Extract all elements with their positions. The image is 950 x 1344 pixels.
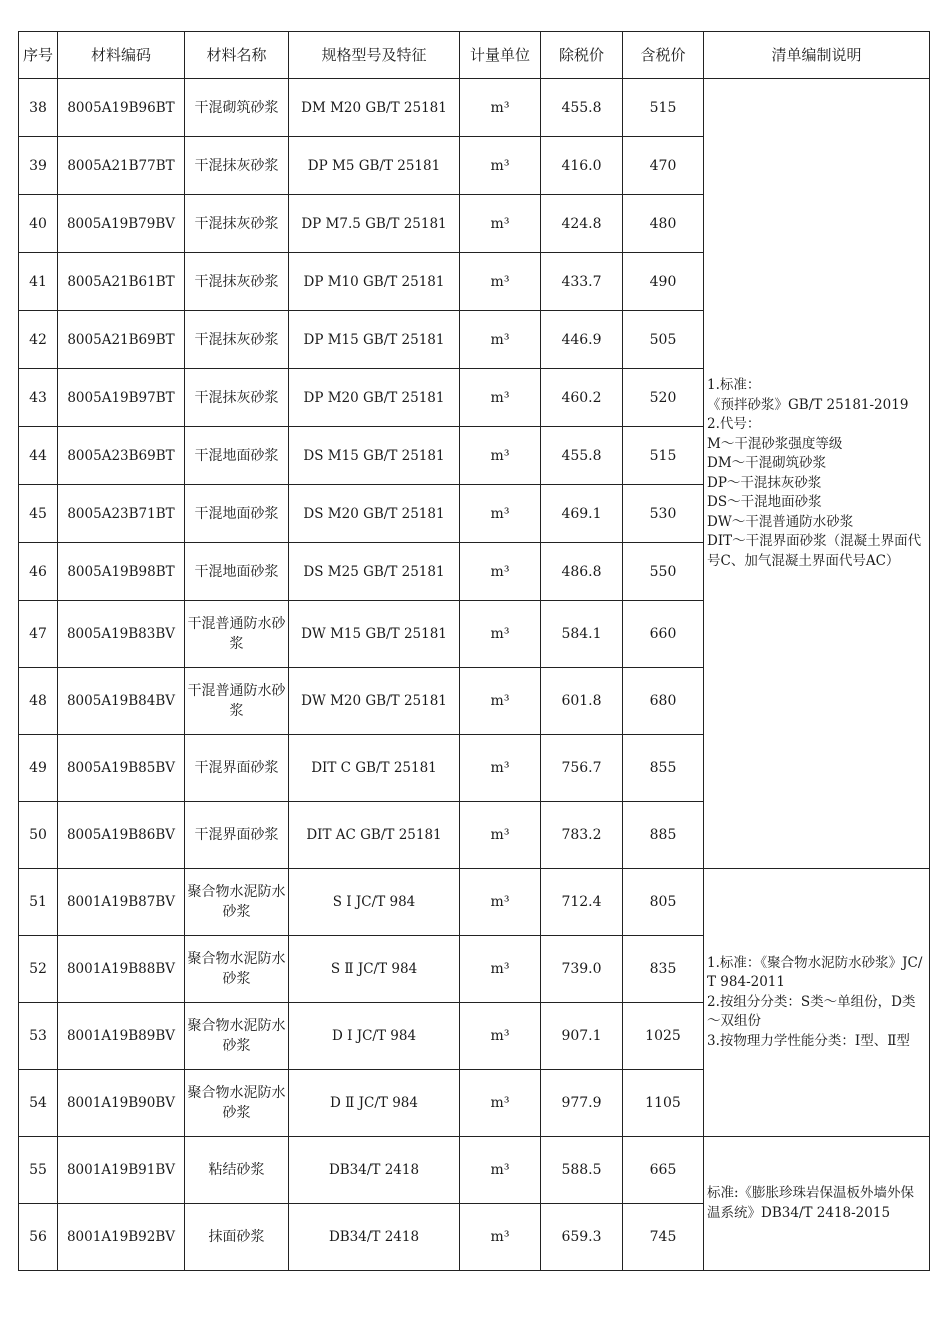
cell-seq: 38 [19, 79, 58, 137]
cell-spec: DS M20 GB/T 25181 [289, 485, 460, 543]
cell-price-ex-tax: 455.8 [541, 79, 623, 137]
cell-unit: m³ [460, 427, 541, 485]
cell-code: 8005A19B85BV [58, 735, 185, 802]
cell-price-ex-tax: 446.9 [541, 311, 623, 369]
cell-unit: m³ [460, 79, 541, 137]
material-price-table [18, 31, 930, 1271]
cell-price-inc-tax: 680 [623, 668, 704, 735]
cell-unit: m³ [460, 1070, 541, 1137]
cell-price-inc-tax: 660 [623, 601, 704, 668]
cell-price-inc-tax: 530 [623, 485, 704, 543]
header-name: 材料名称 [185, 32, 289, 79]
cell-spec: DB34/T 2418 [289, 1137, 460, 1204]
cell-seq: 48 [19, 668, 58, 735]
cell-name: 干混抹灰砂浆 [185, 253, 289, 311]
cell-spec: DIT AC GB/T 25181 [289, 802, 460, 869]
cell-spec: DP M7.5 GB/T 25181 [289, 195, 460, 253]
cell-unit: m³ [460, 869, 541, 936]
cell-spec: DP M10 GB/T 25181 [289, 253, 460, 311]
cell-price-ex-tax: 907.1 [541, 1003, 623, 1070]
cell-code: 8001A19B91BV [58, 1137, 185, 1204]
cell-unit: m³ [460, 802, 541, 869]
cell-name: 干混界面砂浆 [185, 802, 289, 869]
cell-price-inc-tax: 505 [623, 311, 704, 369]
cell-spec: DS M25 GB/T 25181 [289, 543, 460, 601]
cell-code: 8005A21B69BT [58, 311, 185, 369]
header-code: 材料编码 [58, 32, 185, 79]
cell-code: 8001A19B88BV [58, 936, 185, 1003]
table-header-row [19, 32, 930, 79]
cell-code: 8005A19B98BT [58, 543, 185, 601]
cell-code: 8001A19B87BV [58, 869, 185, 936]
cell-name: 干混抹灰砂浆 [185, 369, 289, 427]
cell-price-ex-tax: 659.3 [541, 1204, 623, 1271]
header-price-inc-tax: 含税价 [623, 32, 704, 79]
cell-price-ex-tax: 601.8 [541, 668, 623, 735]
cell-seq: 46 [19, 543, 58, 601]
cell-price-inc-tax: 490 [623, 253, 704, 311]
cell-price-inc-tax: 520 [623, 369, 704, 427]
cell-spec: DW M20 GB/T 25181 [289, 668, 460, 735]
cell-unit: m³ [460, 735, 541, 802]
cell-seq: 49 [19, 735, 58, 802]
cell-price-ex-tax: 486.8 [541, 543, 623, 601]
cell-unit: m³ [460, 936, 541, 1003]
cell-unit: m³ [460, 543, 541, 601]
cell-name: 干混普通防水砂浆 [185, 668, 289, 735]
cell-code: 8001A19B90BV [58, 1070, 185, 1137]
cell-code: 8005A23B69BT [58, 427, 185, 485]
cell-remark: 1.标准：《聚合物水泥防水砂浆》JC/T 984-2011 2.按组分分类：S类～单组份，D类～双组份 3.按物理力学性能分类：Ⅰ型、Ⅱ型 [704, 869, 930, 1137]
header-price-ex-tax: 除税价 [541, 32, 623, 79]
cell-price-ex-tax: 712.4 [541, 869, 623, 936]
cell-name: 抹面砂浆 [185, 1204, 289, 1271]
cell-seq: 41 [19, 253, 58, 311]
cell-name: 干混普通防水砂浆 [185, 601, 289, 668]
cell-spec: DIT C GB/T 25181 [289, 735, 460, 802]
cell-price-inc-tax: 1105 [623, 1070, 704, 1137]
cell-unit: m³ [460, 601, 541, 668]
cell-seq: 43 [19, 369, 58, 427]
cell-seq: 53 [19, 1003, 58, 1070]
cell-unit: m³ [460, 1003, 541, 1070]
cell-price-inc-tax: 745 [623, 1204, 704, 1271]
cell-price-inc-tax: 855 [623, 735, 704, 802]
cell-price-ex-tax: 584.1 [541, 601, 623, 668]
cell-name: 干混地面砂浆 [185, 485, 289, 543]
cell-unit: m³ [460, 668, 541, 735]
cell-name: 干混界面砂浆 [185, 735, 289, 802]
cell-seq: 51 [19, 869, 58, 936]
cell-seq: 44 [19, 427, 58, 485]
cell-price-ex-tax: 455.8 [541, 427, 623, 485]
cell-price-ex-tax: 433.7 [541, 253, 623, 311]
cell-price-ex-tax: 783.2 [541, 802, 623, 869]
cell-seq: 47 [19, 601, 58, 668]
cell-spec: DP M20 GB/T 25181 [289, 369, 460, 427]
cell-unit: m³ [460, 137, 541, 195]
header-unit: 计量单位 [460, 32, 541, 79]
cell-code: 8005A21B61BT [58, 253, 185, 311]
table-row [19, 869, 930, 936]
cell-price-ex-tax: 424.8 [541, 195, 623, 253]
table-row [19, 79, 930, 137]
cell-seq: 45 [19, 485, 58, 543]
cell-unit: m³ [460, 485, 541, 543]
cell-name: 聚合物水泥防水砂浆 [185, 936, 289, 1003]
cell-seq: 55 [19, 1137, 58, 1204]
table-row [19, 1137, 930, 1204]
cell-price-inc-tax: 1025 [623, 1003, 704, 1070]
cell-name: 干混地面砂浆 [185, 543, 289, 601]
cell-spec: DW M15 GB/T 25181 [289, 601, 460, 668]
header-spec: 规格型号及特征 [289, 32, 460, 79]
cell-remark: 标准:《膨胀珍珠岩保温板外墙外保温系统》DB34/T 2418-2015 [704, 1137, 930, 1271]
cell-spec: DP M15 GB/T 25181 [289, 311, 460, 369]
cell-unit: m³ [460, 195, 541, 253]
cell-seq: 40 [19, 195, 58, 253]
header-seq: 序号 [19, 32, 58, 79]
cell-name: 干混抹灰砂浆 [185, 195, 289, 253]
cell-spec: DM M20 GB/T 25181 [289, 79, 460, 137]
cell-price-ex-tax: 469.1 [541, 485, 623, 543]
cell-code: 8005A19B96BT [58, 79, 185, 137]
cell-price-ex-tax: 416.0 [541, 137, 623, 195]
cell-spec: DP M5 GB/T 25181 [289, 137, 460, 195]
cell-name: 聚合物水泥防水砂浆 [185, 1070, 289, 1137]
cell-code: 8001A19B89BV [58, 1003, 185, 1070]
cell-price-ex-tax: 588.5 [541, 1137, 623, 1204]
cell-spec: D Ⅱ JC/T 984 [289, 1070, 460, 1137]
cell-name: 干混抹灰砂浆 [185, 137, 289, 195]
cell-code: 8005A23B71BT [58, 485, 185, 543]
cell-price-ex-tax: 977.9 [541, 1070, 623, 1137]
cell-seq: 39 [19, 137, 58, 195]
cell-name: 干混地面砂浆 [185, 427, 289, 485]
cell-price-inc-tax: 480 [623, 195, 704, 253]
cell-seq: 54 [19, 1070, 58, 1137]
cell-code: 8005A19B79BV [58, 195, 185, 253]
cell-seq: 50 [19, 802, 58, 869]
cell-unit: m³ [460, 369, 541, 427]
table-body [19, 79, 930, 1271]
cell-name: 聚合物水泥防水砂浆 [185, 869, 289, 936]
cell-code: 8005A19B84BV [58, 668, 185, 735]
cell-price-ex-tax: 756.7 [541, 735, 623, 802]
cell-spec: D Ⅰ JC/T 984 [289, 1003, 460, 1070]
cell-spec: DB34/T 2418 [289, 1204, 460, 1271]
cell-spec: S Ⅰ JC/T 984 [289, 869, 460, 936]
cell-name: 聚合物水泥防水砂浆 [185, 1003, 289, 1070]
cell-spec: S Ⅱ JC/T 984 [289, 936, 460, 1003]
cell-code: 8005A19B86BV [58, 802, 185, 869]
cell-price-inc-tax: 470 [623, 137, 704, 195]
cell-code: 8005A19B83BV [58, 601, 185, 668]
cell-name: 粘结砂浆 [185, 1137, 289, 1204]
cell-seq: 56 [19, 1204, 58, 1271]
cell-code: 8005A19B97BT [58, 369, 185, 427]
cell-price-ex-tax: 460.2 [541, 369, 623, 427]
cell-remark: 1.标准： 《预拌砂浆》GB/T 25181-2019 2.代号： M～干混砂浆强度等级 DM～干混砌筑砂浆 DP～干混抹灰砂浆 DS～干混地面砂浆 DW～干混普通防水砂浆 DIT～干混界面砂浆（混凝土界面代号C、加气混凝土界面代号AC） [704, 79, 930, 869]
cell-code: 8005A21B77BT [58, 137, 185, 195]
cell-price-inc-tax: 515 [623, 427, 704, 485]
cell-price-ex-tax: 739.0 [541, 936, 623, 1003]
cell-spec: DS M15 GB/T 25181 [289, 427, 460, 485]
cell-price-inc-tax: 835 [623, 936, 704, 1003]
cell-unit: m³ [460, 253, 541, 311]
cell-seq: 52 [19, 936, 58, 1003]
cell-price-inc-tax: 885 [623, 802, 704, 869]
cell-unit: m³ [460, 311, 541, 369]
cell-price-inc-tax: 550 [623, 543, 704, 601]
cell-code: 8001A19B92BV [58, 1204, 185, 1271]
cell-seq: 42 [19, 311, 58, 369]
cell-name: 干混砌筑砂浆 [185, 79, 289, 137]
cell-price-inc-tax: 665 [623, 1137, 704, 1204]
cell-price-inc-tax: 805 [623, 869, 704, 936]
cell-unit: m³ [460, 1137, 541, 1204]
header-remark: 清单编制说明 [704, 32, 930, 79]
cell-unit: m³ [460, 1204, 541, 1271]
cell-name: 干混抹灰砂浆 [185, 311, 289, 369]
cell-price-inc-tax: 515 [623, 79, 704, 137]
